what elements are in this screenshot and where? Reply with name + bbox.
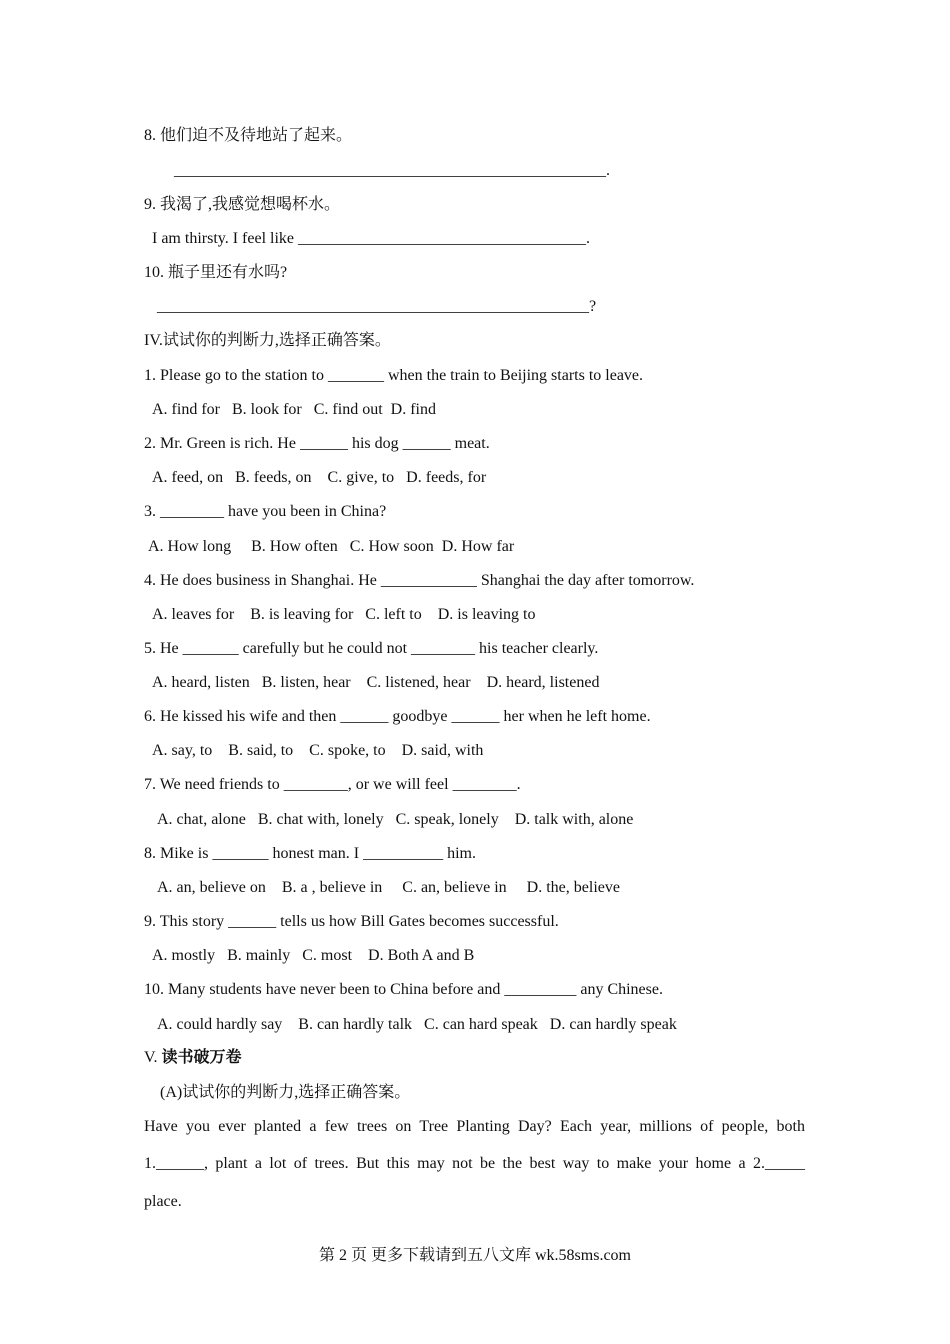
- section-v-heading: [144, 1048, 242, 1068]
- text-line: 10. 瓶子里还有水吗?: [144, 264, 288, 281]
- subsection-heading: (A)试试你的判断力,选择正确答案。: [160, 1084, 411, 1101]
- question: 2. Mr. Green is rich. He ______ his dog ______ meat.: [144, 435, 490, 452]
- section-heading: IV.试试你的判断力,选择正确答案。: [144, 332, 391, 349]
- options: A. find for B. look for C. find out D. find: [152, 401, 436, 418]
- question: 5. He _______ carefully but he could not ________ his teacher clearly.: [144, 640, 599, 657]
- section-v-prefix: V.: [144, 1049, 162, 1066]
- question: 6. He kissed his wife and then ______ goodbye ______ her when he left home.: [144, 708, 651, 725]
- question: 4. He does business in Shanghai. He ____________ Shanghai the day after tomorrow.: [144, 572, 695, 589]
- text-line: 8. 他们迫不及待地站了起来。: [144, 127, 353, 144]
- options: A. How long B. How often C. How soon D. How far: [148, 538, 515, 555]
- options: A. mostly B. mainly C. most D. Both A and B: [152, 947, 475, 964]
- question: 3. ________ have you been in China?: [144, 503, 387, 520]
- question: 1. Please go to the station to _______ when the train to Beijing starts to leave.: [144, 367, 644, 384]
- options: A. heard, listen B. listen, hear C. listened, hear D. heard, listened: [152, 674, 600, 691]
- answer-blank-line: ______________________________________________________.: [174, 162, 610, 179]
- answer-line: I am thirsty. I feel like ____________________________________.: [152, 230, 591, 247]
- section-v-title: 读书破万卷: [161, 1049, 242, 1066]
- question: 8. Mike is _______ honest man. I __________ him.: [144, 845, 476, 862]
- text-line: 9. 我渴了,我感觉想喝杯水。: [144, 196, 341, 213]
- question: 9. This story ______ tells us how Bill Gates becomes successful.: [144, 913, 559, 930]
- options: A. chat, alone B. chat with, lonely C. speak, lonely D. talk with, alone: [157, 811, 634, 828]
- question: 10. Many students have never been to China before and _________ any Chinese.: [144, 981, 663, 998]
- passage-line: 1.______, plant a lot of trees. But this may not be the best way to make your home a 2._____: [144, 1155, 805, 1172]
- options: A. say, to B. said, to C. spoke, to D. said, with: [152, 742, 484, 759]
- options: A. leaves for B. is leaving for C. left to D. is leaving to: [152, 606, 536, 623]
- question: 7. We need friends to ________, or we will feel ________.: [144, 776, 521, 793]
- answer-blank-line: ______________________________________________________?: [157, 298, 597, 315]
- passage-line: place.: [144, 1193, 182, 1210]
- page-footer: 第 2 页 更多下载请到五八文库 wk.58sms.com: [318, 1247, 631, 1264]
- passage-line: Have you ever planted a few trees on Tree Planting Day? Each year, millions of people, both: [144, 1118, 805, 1135]
- options: A. feed, on B. feeds, on C. give, to D. feeds, for: [152, 469, 487, 486]
- options: A. could hardly say B. can hardly talk C. can hard speak D. can hardly speak: [157, 1016, 677, 1033]
- options: A. an, believe on B. a , believe in C. an, believe in D. the, believe: [157, 879, 620, 896]
